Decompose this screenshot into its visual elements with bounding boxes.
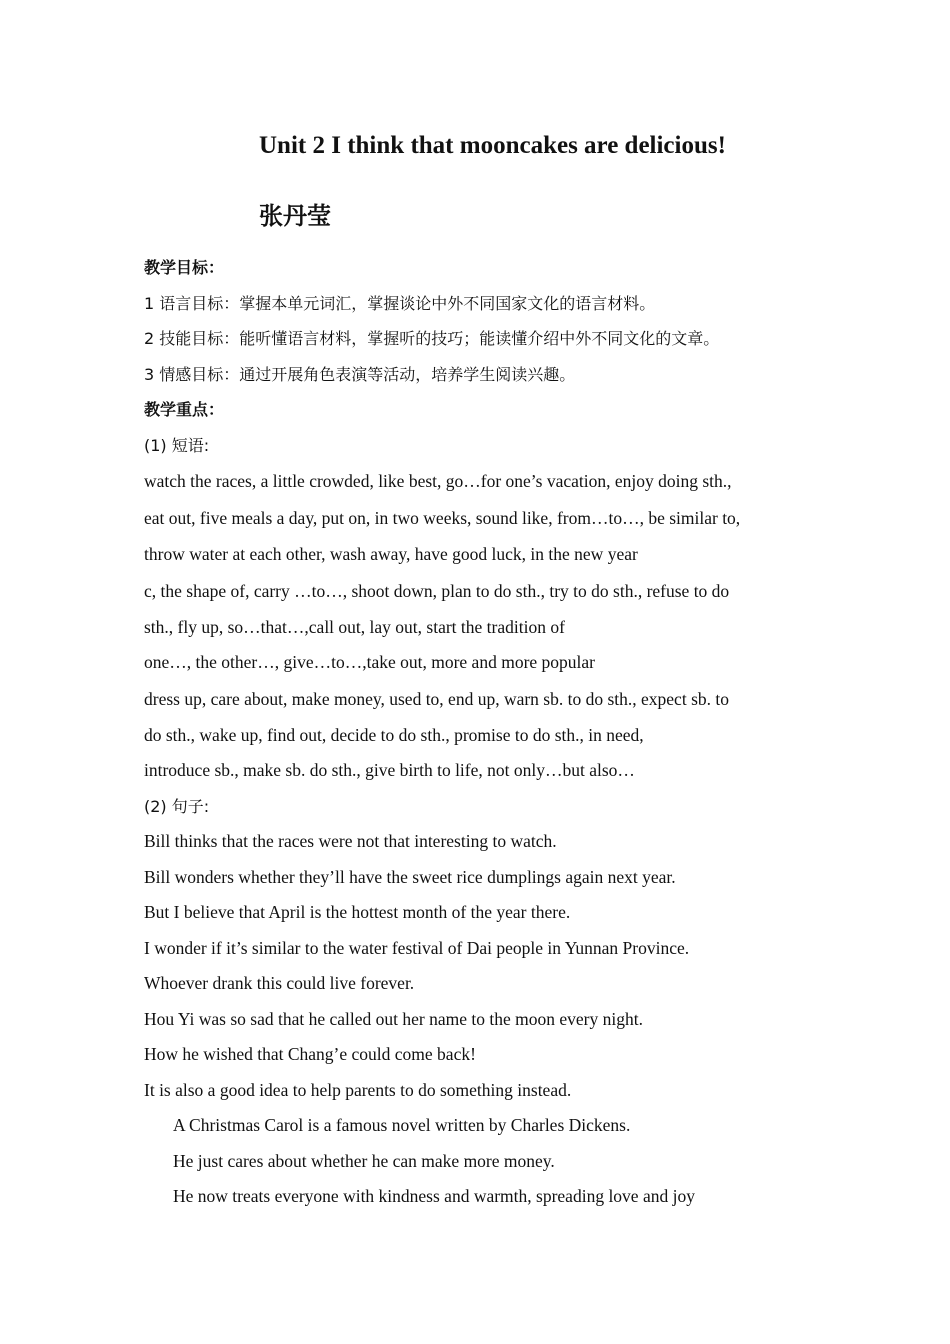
phrases-line: introduce sb., make sb. do sth., give birth to life, not only…but also… xyxy=(144,760,635,780)
sentences-label: (2) 句子: xyxy=(144,796,210,816)
document-body xyxy=(144,250,814,1215)
indented-sentence-line: He now treats everyone with kindness and warmth, spreading love and joy xyxy=(173,1186,695,1206)
key-points-heading: 教学重点： xyxy=(144,400,225,419)
phrases-line: dress up, care about, make money, used to, end up, warn sb. to do sth., expect sb. to xyxy=(144,688,729,709)
objective-item-language: 1 语言目标：掌握本单元词汇，掌握谈论中外不同国家文化的语言材料。 xyxy=(144,293,656,313)
sentence-line: Whoever drank this could live forever. xyxy=(144,973,415,993)
phrases-label: (1) 短语: xyxy=(144,435,210,455)
phrases-line: c, the shape of, carry …to…, shoot down, plan to do sth., try to do sth., refuse to do xyxy=(144,580,730,601)
sentence-line: I wonder if it’s similar to the water festival of Dai people in Yunnan Province. xyxy=(144,937,690,958)
sentence-line: Bill thinks that the races were not that interesting to watch. xyxy=(144,831,557,851)
phrases-line: do sth., wake up, find out, decide to do sth., promise to do sth., in need, xyxy=(144,724,644,745)
objective-item-emotion: 3 情感目标：通过开展角色表演等活动，培养学生阅读兴趣。 xyxy=(144,364,576,384)
sentence-line: How he wished that Chang’e could come back! xyxy=(144,1044,476,1064)
indented-sentence-line: He just cares about whether he can make more money. xyxy=(173,1150,555,1171)
phrases-line: watch the races, a little crowded, like best, go…for one’s vacation, enjoy doing sth., xyxy=(144,471,732,491)
indented-sentence-line: A Christmas Carol is a famous novel written by Charles Dickens. xyxy=(173,1115,631,1135)
phrases-line: throw water at each other, wash away, have good luck, in the new year xyxy=(144,544,638,564)
sentence-line: Bill wonders whether they’ll have the sweet rice dumplings again next year. xyxy=(144,866,676,887)
phrases-line: one…, the other…, give…to…,take out, more and more popular xyxy=(144,652,595,672)
objectives-heading: 教学目标： xyxy=(144,258,225,277)
author-name: 张丹莹 xyxy=(259,202,331,230)
sentence-line: It is also a good idea to help parents to do something instead. xyxy=(144,1079,572,1100)
sentence-line: But I believe that April is the hottest month of the year there. xyxy=(144,902,571,922)
sentence-line: Hou Yi was so sad that he called out her name to the moon every night. xyxy=(144,1008,643,1029)
phrases-line: eat out, five meals a day, put on, in two weeks, sound like, from…to…, be similar to, xyxy=(144,508,741,528)
phrases-line: sth., fly up, so…that…,call out, lay out, start the tradition of xyxy=(144,616,565,637)
document-title: Unit 2 I think that mooncakes are delicious! xyxy=(259,132,726,159)
objective-item-skill: 2 技能目标：能听懂语言材料，掌握听的技巧；能读懂介绍中外不同文化的文章。 xyxy=(144,329,720,348)
